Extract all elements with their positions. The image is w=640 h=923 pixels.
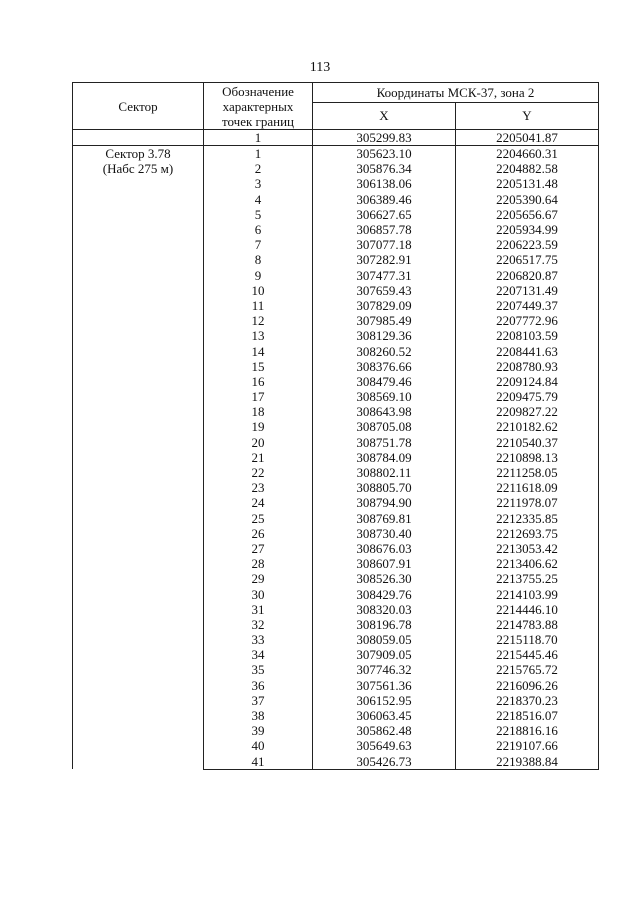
coordinates-table [72, 82, 599, 770]
table-cell: 5 [204, 207, 313, 222]
table-cell: 2211258.05 [456, 465, 599, 480]
table-cell: 308794.90 [313, 495, 456, 510]
table-cell: 308260.52 [313, 343, 456, 358]
table-cell: 16 [204, 374, 313, 389]
table-cell: 41 [204, 754, 313, 770]
table-cell: 2208780.93 [456, 359, 599, 374]
table-cell [73, 130, 204, 146]
table-cell: 2204660.31 [456, 146, 599, 162]
table-cell: 308320.03 [313, 602, 456, 617]
table-cell: 2209475.79 [456, 389, 599, 404]
table-cell: 308784.09 [313, 450, 456, 465]
table-cell: 21 [204, 450, 313, 465]
table-cell: 2206517.75 [456, 252, 599, 267]
table-cell: 2208103.59 [456, 328, 599, 343]
table-cell: 31 [204, 602, 313, 617]
table-cell: 308805.70 [313, 480, 456, 495]
table-cell: 2211618.09 [456, 480, 599, 495]
table-cell: 18 [204, 404, 313, 419]
table-cell: 37 [204, 693, 313, 708]
table-cell: 29 [204, 571, 313, 586]
table-cell: 24 [204, 495, 313, 510]
table-cell: 11 [204, 298, 313, 313]
table-cell: 308676.03 [313, 541, 456, 556]
table-cell: 2 [204, 161, 313, 176]
header-designation [204, 83, 313, 130]
table-cell: 2212335.85 [456, 511, 599, 526]
table-cell: 2205041.87 [456, 130, 599, 146]
table-cell: 2216096.26 [456, 678, 599, 693]
table-cell: 1 [204, 146, 313, 162]
table-cell: 306152.95 [313, 693, 456, 708]
table-cell: 306389.46 [313, 192, 456, 207]
sector-name: Сектор 3.78 [105, 146, 171, 161]
table-cell: 4 [204, 192, 313, 207]
table-cell: 32 [204, 617, 313, 632]
sector-cell [73, 146, 204, 770]
header-x: X [313, 103, 456, 130]
table-cell: 2218516.07 [456, 708, 599, 723]
table-cell: 8 [204, 252, 313, 267]
table-cell: 17 [204, 389, 313, 404]
table-cell: 2205934.99 [456, 222, 599, 237]
table-cell: 307561.36 [313, 678, 456, 693]
table-cell: 36 [204, 678, 313, 693]
header-designation-line: Обозначение [222, 83, 294, 99]
table-cell: 27 [204, 541, 313, 556]
table-cell: 308376.66 [313, 359, 456, 374]
table-cell: 2213053.42 [456, 541, 599, 556]
table-cell: 307077.18 [313, 237, 456, 252]
table-cell: 14 [204, 343, 313, 358]
table-cell: 305426.73 [313, 754, 456, 770]
table-row [73, 130, 599, 146]
sector-note: (Набс 275 м) [102, 161, 174, 176]
table-cell: 12 [204, 313, 313, 328]
table-cell: 2215765.72 [456, 662, 599, 677]
header-designation-line: характерных [222, 98, 294, 114]
table-cell: 306857.78 [313, 222, 456, 237]
table-cell: 307985.49 [313, 313, 456, 328]
table-cell: 34 [204, 647, 313, 662]
table-cell: 6 [204, 222, 313, 237]
table-cell: 2207449.37 [456, 298, 599, 313]
table-cell: 307829.09 [313, 298, 456, 313]
table-cell: 26 [204, 526, 313, 541]
table-cell: 35 [204, 662, 313, 677]
table-cell: 305623.10 [313, 146, 456, 162]
table-cell: 2212693.75 [456, 526, 599, 541]
table-cell: 10 [204, 283, 313, 298]
table-cell: 1 [204, 130, 313, 146]
table-cell: 306627.65 [313, 207, 456, 222]
table-cell: 308526.30 [313, 571, 456, 586]
table-cell: 308751.78 [313, 435, 456, 450]
table-cell: 2210898.13 [456, 450, 599, 465]
table-cell: 308479.46 [313, 374, 456, 389]
table-cell: 2209827.22 [456, 404, 599, 419]
table-cell: 307746.32 [313, 662, 456, 677]
table-cell: 306063.45 [313, 708, 456, 723]
table-cell: 2214446.10 [456, 602, 599, 617]
table-cell: 308643.98 [313, 404, 456, 419]
header-coords: Координаты МСК-37, зона 2 [313, 83, 599, 103]
table-cell: 308802.11 [313, 465, 456, 480]
table-cell: 308730.40 [313, 526, 456, 541]
table-cell: 308769.81 [313, 511, 456, 526]
table-cell: 306138.06 [313, 176, 456, 191]
table-cell: 2206223.59 [456, 237, 599, 252]
table-cell: 2213755.25 [456, 571, 599, 586]
table-cell: 39 [204, 723, 313, 738]
table-cell: 19 [204, 419, 313, 434]
table-cell: 33 [204, 632, 313, 647]
table-cell: 305876.34 [313, 161, 456, 176]
table-cell: 2204882.58 [456, 161, 599, 176]
table-cell: 2210540.37 [456, 435, 599, 450]
table-cell: 305649.63 [313, 738, 456, 753]
page-number: 113 [309, 60, 331, 75]
table-cell: 2205656.67 [456, 207, 599, 222]
table-cell: 2207772.96 [456, 313, 599, 328]
table-cell: 2215445.46 [456, 647, 599, 662]
table-cell: 2206820.87 [456, 268, 599, 283]
table-cell: 308607.91 [313, 556, 456, 571]
table-cell: 9 [204, 268, 313, 283]
header-y: Y [456, 103, 599, 130]
table-cell: 308569.10 [313, 389, 456, 404]
table-cell: 308059.05 [313, 632, 456, 647]
table-cell: 3 [204, 176, 313, 191]
table-cell: 308129.36 [313, 328, 456, 343]
table-cell: 15 [204, 359, 313, 374]
table-row [73, 146, 599, 162]
table-cell: 308429.76 [313, 586, 456, 601]
table-cell: 2213406.62 [456, 556, 599, 571]
table-cell: 2219107.66 [456, 738, 599, 753]
table-cell: 13 [204, 328, 313, 343]
table-cell: 28 [204, 556, 313, 571]
table-cell: 2214783.88 [456, 617, 599, 632]
table-cell: 23 [204, 480, 313, 495]
table-cell: 30 [204, 586, 313, 601]
table-cell: 40 [204, 738, 313, 753]
table-cell: 38 [204, 708, 313, 723]
table-cell: 307659.43 [313, 283, 456, 298]
table-cell: 307282.91 [313, 252, 456, 267]
header-sector: Сектор [73, 83, 204, 130]
table-cell: 25 [204, 511, 313, 526]
table-cell: 2210182.62 [456, 419, 599, 434]
table-cell: 305862.48 [313, 723, 456, 738]
table-cell: 2208441.63 [456, 343, 599, 358]
table-cell: 7 [204, 237, 313, 252]
table-cell: 2219388.84 [456, 754, 599, 770]
table-cell: 2211978.07 [456, 495, 599, 510]
header-designation-line: точек границ [221, 113, 295, 129]
table-cell: 2218370.23 [456, 693, 599, 708]
table-cell: 308196.78 [313, 617, 456, 632]
table-cell: 305299.83 [313, 130, 456, 146]
table-cell: 20 [204, 435, 313, 450]
table-cell: 307477.31 [313, 268, 456, 283]
table-cell: 2214103.99 [456, 586, 599, 601]
table-cell: 2209124.84 [456, 374, 599, 389]
table-cell: 2218816.16 [456, 723, 599, 738]
table-cell: 2215118.70 [456, 632, 599, 647]
table-cell: 2205390.64 [456, 192, 599, 207]
table-cell: 2207131.49 [456, 283, 599, 298]
table-cell: 307909.05 [313, 647, 456, 662]
table-cell: 2205131.48 [456, 176, 599, 191]
table-cell: 308705.08 [313, 419, 456, 434]
table-cell: 22 [204, 465, 313, 480]
